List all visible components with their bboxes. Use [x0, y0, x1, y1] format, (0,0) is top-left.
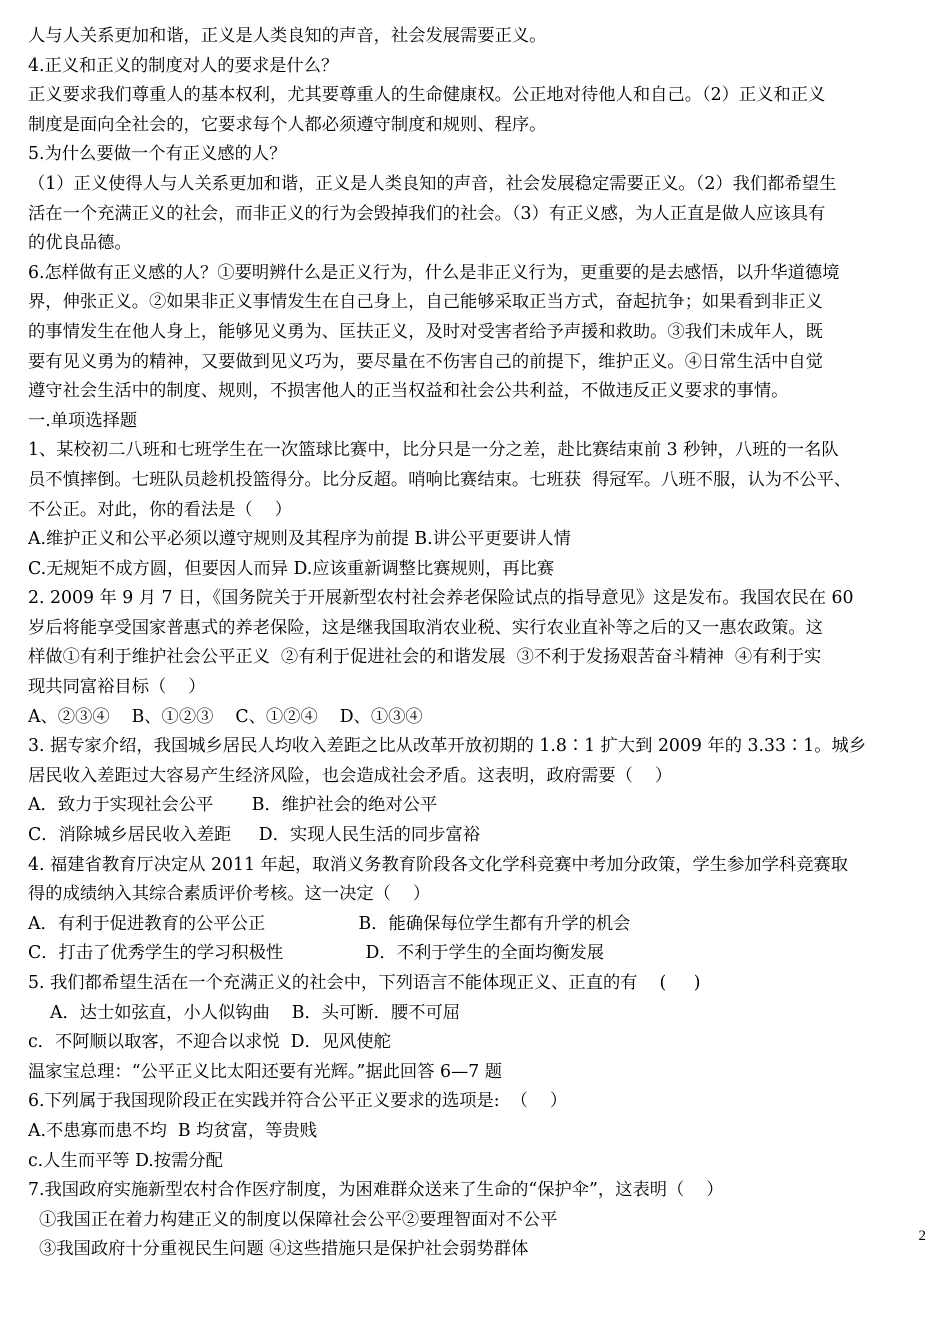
answer-options: C．打击了优秀学生的学习积极性 D．不利于学生的全面均衡发展 [28, 943, 605, 964]
question-line: 温家宝总理：“公平正义比太阳还要有光辉。”据此回答 6—7 题 [28, 1061, 503, 1082]
page-number: 2 [918, 1228, 926, 1244]
question-line: 样做①有利于维护社会公平正义 ②有利于促进社会的和谐发展 ③不利于发扬艰苦奋斗精神 ④有利于实 [28, 647, 822, 668]
question-line: 岁后将能享受国家普惠式的养老保险，这是继我国取消农业税、实行农业直补等之后的又一惠农政策。这 [28, 617, 823, 638]
text-line: 人与人关系更加和谐，正义是人类良知的声音，社会发展需要正义。 [28, 26, 547, 46]
text-line: 的优良品德。 [28, 233, 132, 254]
answer-options: A.维护正义和公平必须以遵守规则及其程序为前提 B.讲公平更要讲人情 [28, 529, 571, 550]
question-line: 员不慎摔倒。七班队员趁机投篮得分。比分反超。哨响比赛结束。七班获 得冠军。八班不服，认为不公平、 [28, 469, 852, 490]
question-line: 3. 据专家介绍，我国城乡居民人均收入差距之比从改革开放初期的 1.8∶1 扩大到 2009 年的 3.33∶1。城乡 [28, 736, 867, 757]
question-line: 5. 我们都希望生活在一个充满正义的社会中，下列语言不能体现正义、正直的有 ( ) [28, 973, 701, 993]
question-line: 居民收入差距过大容易产生经济风险，也会造成社会矛盾。这表明，政府需要（ ） [28, 765, 673, 786]
answer-options: ①我国正在着力构建正义的制度以保障社会公平②要理智面对不公平 [28, 1209, 558, 1230]
answer-options: c．不阿顺以取客，不迎合以求悦 D．见风使舵 [28, 1032, 391, 1053]
section-heading: 4.正义和正义的制度对人的要求是什么？ [28, 55, 339, 76]
question-line: 1、某校初二八班和七班学生在一次篮球比赛中，比分只是一分之差，赴比赛结束前 3 秒钟，八班的一名队 [28, 440, 839, 461]
answer-options: A.不患寡而患不均 B 均贫富，等贵贱 [28, 1120, 318, 1141]
answer-options: C.无规矩不成方圆，但要因人而异 D.应该重新调整比赛规则，再比赛 [28, 558, 555, 579]
question-line: 得的成绩纳入其综合素质评价考核。这一决定（ ） [28, 884, 431, 905]
text-line: 遵守社会生活中的制度、规则，不损害他人的正当权益和社会公共利益，不做违反正义要求的事情。 [28, 381, 789, 402]
answer-options: C．消除城乡居民收入差距 D．实现人民生活的同步富裕 [28, 825, 481, 846]
answer-options: A．有利于促进教育的公平公正 B．能确保每位学生都有升学的机会 [28, 913, 631, 934]
question-line: 4. 福建省教育厅决定从 2011 年起，取消义务教育阶段各文化学科竞赛中考加分政策，学生参加学科竞赛取 [28, 854, 849, 875]
section-heading: 5.为什么要做一个有正义感的人？ [28, 144, 287, 165]
text-line: 要有见义勇为的精神，又要做到见义巧为，要尽量在不伤害自己的前提下，维护正义。④日常生活中自觉 [28, 351, 823, 372]
section-heading: 6.怎样做有正义感的人？①要明辨什么是正义行为，什么是非正义行为，更重要的是去感悟，以升华道德境 [28, 262, 840, 283]
text-line: 界，伸张正义。②如果非正义事情发生在自己身上，自己能够采取正当方式，奋起抗争；如果看到非正义 [28, 292, 823, 313]
answer-options: A．达士如弦直，小人似钩曲 B．头可断．腰不可屈 [28, 1002, 461, 1023]
text-line: 制度是面向全社会的，它要求每个人都必须遵守制度和规则、程序。 [28, 114, 547, 135]
question-line: 不公正。对此，你的看法是（ ） [28, 499, 292, 520]
section-title: 一.单项选择题 [28, 410, 138, 431]
text-line: 的事情发生在他人身上，能够见义勇为、匡扶正义，及时对受害者给予声援和救助。③我们未成年人，既 [28, 321, 823, 342]
answer-options: A．致力于实现社会公平 B．维护社会的绝对公平 [28, 795, 438, 816]
answer-options: ③我国政府十分重视民生问题 ④这些措施只是保护社会弱势群体 [28, 1239, 529, 1260]
document-body [28, 22, 924, 1265]
text-line: （1）正义使得人与人关系更加和谐，正义是人类良知的声音，社会发展稳定需要正义。（2）我们都希望生 [28, 173, 837, 194]
answer-options: A、②③④ B、①②③ C、①②④ D、①③④ [28, 706, 423, 727]
question-line: 6.下列属于我国现阶段正在实践并符合公平正义要求的选项是: （ ） [28, 1091, 568, 1112]
text-line: 活在一个充满正义的社会，而非正义的行为会毁掉我们的社会。（3）有正义感，为人正直是做人应该具有 [28, 203, 826, 224]
answer-options: c.人生而平等 D.按需分配 [28, 1150, 223, 1171]
question-line: 2. 2009 年 9 月 7 日，《国务院关于开展新型农村社会养老保险试点的指导意见》这是发布。我国农民在 60 [28, 588, 854, 609]
text-line: 正义要求我们尊重人的基本权利，尤其要尊重人的生命健康权。公正地对待他人和自己。（2）正义和正义 [28, 85, 826, 106]
question-line: 现共同富裕目标（ ） [28, 677, 206, 698]
question-line: 7.我国政府实施新型农村合作医疗制度，为困难群众送来了生命的“保护伞”，这表明（ ） [28, 1180, 724, 1201]
